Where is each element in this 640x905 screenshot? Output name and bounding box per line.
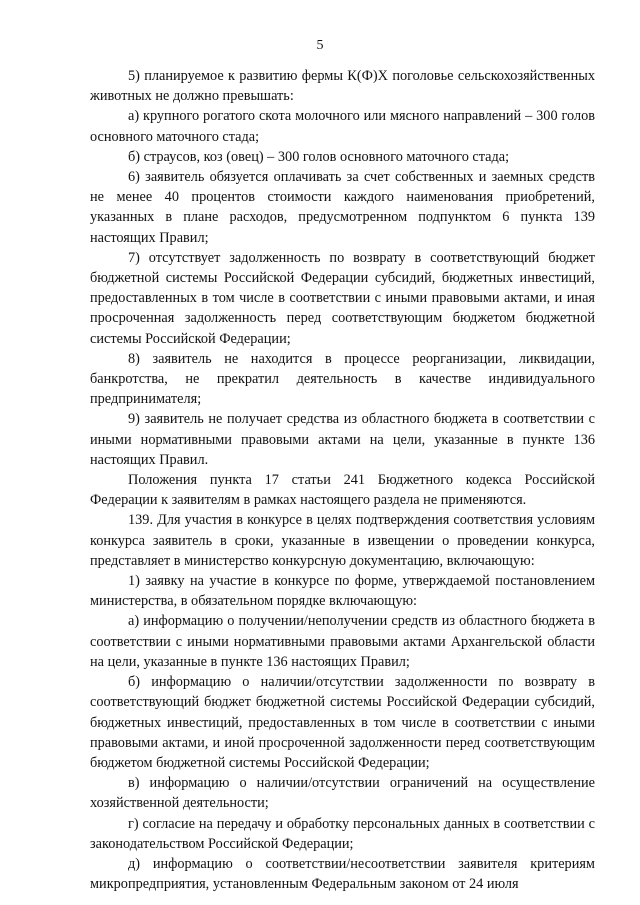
page-number: 5 [316,38,324,53]
paragraph: 7) отсутствует задолженность по возврату в соответствующий бюджет бюджетной системы Российской Федерации субсидий, бюджетных инвестиций, предоставленных в том числе в соответствии с иными правовыми актами, и иная просроченная задолженность перед соответствующим бюджетом бюджетной системы Российской Федерации; [90,249,595,347]
paragraph: 9) заявитель не получает средства из областного бюджета в соответствии с иными нормативными правовыми актами на цели, указанные в пункте 136 настоящих Правил. [90,411,595,468]
paragraph: г) согласие на передачу и обработку персональных данных в соответствии с законодательством Российской Федерации; [90,815,595,852]
paragraph: а) информацию о получении/неполучении средств из областного бюджета в соответствии с иными нормативными правовыми актами Архангельской области на цели, указанные в пункте 136 настоящих Правил; [90,613,595,670]
paragraph: в) информацию о наличии/отсутствии ограничений на осуществление хозяйственной деятельности; [90,775,595,812]
paragraph: 8) заявитель не находится в процессе реорганизации, ликвидации, банкротства, не прекратил деятельность в качестве индивидуального предпринимателя; [90,350,595,408]
paragraph: 5) планируемое к развитию фермы К(Ф)Х поголовье сельскохозяйственных животных не должно превышать: [90,68,595,105]
paragraph: Положения пункта 17 статьи 241 Бюджетного кодекса Российской Федерации к заявителям в рамках настоящего раздела не применяются. [90,472,595,509]
document-body [90,66,595,894]
paragraph: 1) заявку на участие в конкурсе по форме, утверждаемой постановлением министерства, в обязательном порядке включающую: [90,573,595,610]
paragraph: 139. Для участия в конкурсе в целях подтверждения соответствия условиям конкурса заявитель в сроки, указанные в извещении о проведении конкурса, представляет в министерство конкурсную документацию, включающую: [90,512,595,569]
paragraph: 6) заявитель обязуется оплачивать за счет собственных и заемных средств не менее 40 процентов стоимости каждого наименования приобретений, указанных в плане расходов, предусмотренном подпунктом 6 пункта 139 настоящих Правил; [90,169,595,246]
paragraph: а) крупного рогатого скота молочного или мясного направлений – 300 голов основного маточного стада; [90,108,595,145]
paragraph: б) страусов, коз (овец) – 300 голов основного маточного стада; [128,148,510,165]
paragraph: б) информацию о наличии/отсутствии задолженности по возврату в соответствующий бюджет бюджетной системы Российской Федерации субсидий, бюджетных инвестиций, предоставленных в том числе в соответствии с иными правовыми актами, и иной просроченной задолженности перед соответствующим бюджетом бюджетной системы Российской Федерации; [90,674,595,771]
paragraph: д) информацию о соответствии/несоответствии заявителя критериям микропредприятия, установленным Федеральным законом от 24 июля [90,855,595,893]
